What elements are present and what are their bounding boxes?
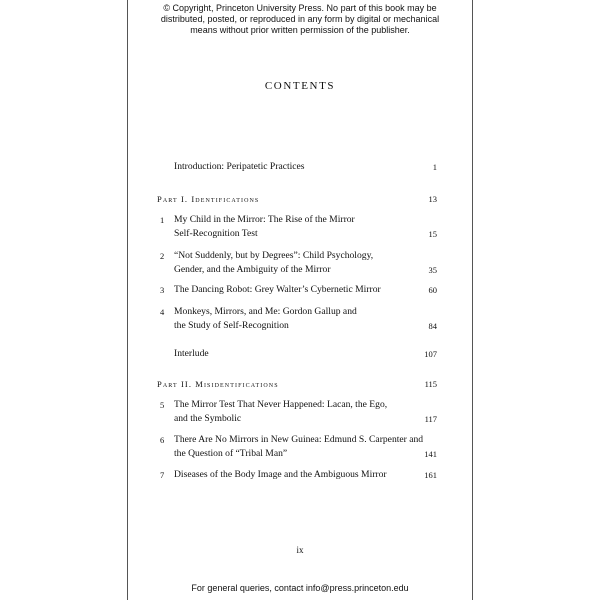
- toc-chapter-number: 7: [160, 470, 165, 480]
- toc-entry-line: Self-Recognition Test: [174, 228, 258, 239]
- toc-entry-title: Interlude: [174, 348, 209, 359]
- toc-entry-title: [174, 433, 424, 461]
- toc-entry-title: [174, 305, 394, 333]
- copyright-line: means without prior written permission of the publisher.: [190, 25, 410, 35]
- copyright-line: © Copyright, Princeton University Press. No part of this book may be: [163, 3, 437, 13]
- toc-entry-page: 15: [428, 229, 437, 239]
- toc-part-title: Part I. Identifications: [157, 194, 260, 204]
- toc-entry-line: The Mirror Test That Never Happened: Lacan, the Ego,: [174, 399, 388, 410]
- footer-contact: For general queries, contact info@press.princeton.edu: [191, 583, 409, 593]
- toc-entry-page: 141: [424, 449, 437, 459]
- toc-entry-title: Diseases of the Body Image and the Ambiguous Mirror: [174, 469, 387, 480]
- toc-entry-title: [174, 249, 394, 277]
- toc-entry-line: There Are No Mirrors in New Guinea: Edmund S. Carpenter and: [174, 434, 424, 445]
- toc-entry-page: 107: [424, 349, 437, 359]
- toc-entry-line: “Not Suddenly, but by Degrees”: Child Psychology,: [174, 250, 374, 261]
- toc-chapter-number: 2: [160, 251, 165, 261]
- toc-part-page: 115: [424, 379, 437, 389]
- toc-entry-title: The Dancing Robot: Grey Walter’s Cybernetic Mirror: [174, 284, 381, 295]
- toc-entry-page: 117: [424, 414, 437, 424]
- toc-entry-line: Monkeys, Mirrors, and Me: Gordon Gallup and: [174, 306, 357, 317]
- toc-chapter-number: 3: [160, 285, 165, 295]
- toc-entry-line: Gender, and the Ambiguity of the Mirror: [174, 264, 331, 275]
- toc-entry-line: My Child in the Mirror: The Rise of the Mirror: [174, 214, 355, 225]
- toc-part-title: Part II. Misidentifications: [157, 379, 279, 389]
- toc-chapter-number: 6: [160, 435, 165, 445]
- toc-part-page: 13: [428, 194, 437, 204]
- page-number: ix: [296, 545, 304, 555]
- toc-entry-line: the Study of Self-Recognition: [174, 320, 289, 331]
- toc-entry-page: 60: [428, 285, 437, 295]
- toc-entry-page: 1: [432, 162, 437, 172]
- toc-entry-page: 35: [428, 265, 437, 275]
- toc-entry-title: [174, 213, 394, 241]
- toc-entry-page: 84: [428, 321, 437, 331]
- toc-entry-title: Introduction: Peripatetic Practices: [174, 161, 305, 172]
- copyright-notice: [0, 3, 600, 36]
- copyright-line: distributed, posted, or reproduced in any form by digital or mechanical: [160, 14, 440, 24]
- toc-entry-line: and the Symbolic: [174, 413, 242, 424]
- toc-entry-page: 161: [424, 470, 437, 480]
- toc-chapter-number: 4: [160, 307, 165, 317]
- toc-entry-line: the Question of “Tribal Man”: [174, 448, 288, 459]
- toc-chapter-number: 5: [160, 400, 165, 410]
- toc-entry-title: [174, 398, 394, 426]
- toc-chapter-number: 1: [160, 215, 165, 225]
- page-title: CONTENTS: [264, 80, 336, 92]
